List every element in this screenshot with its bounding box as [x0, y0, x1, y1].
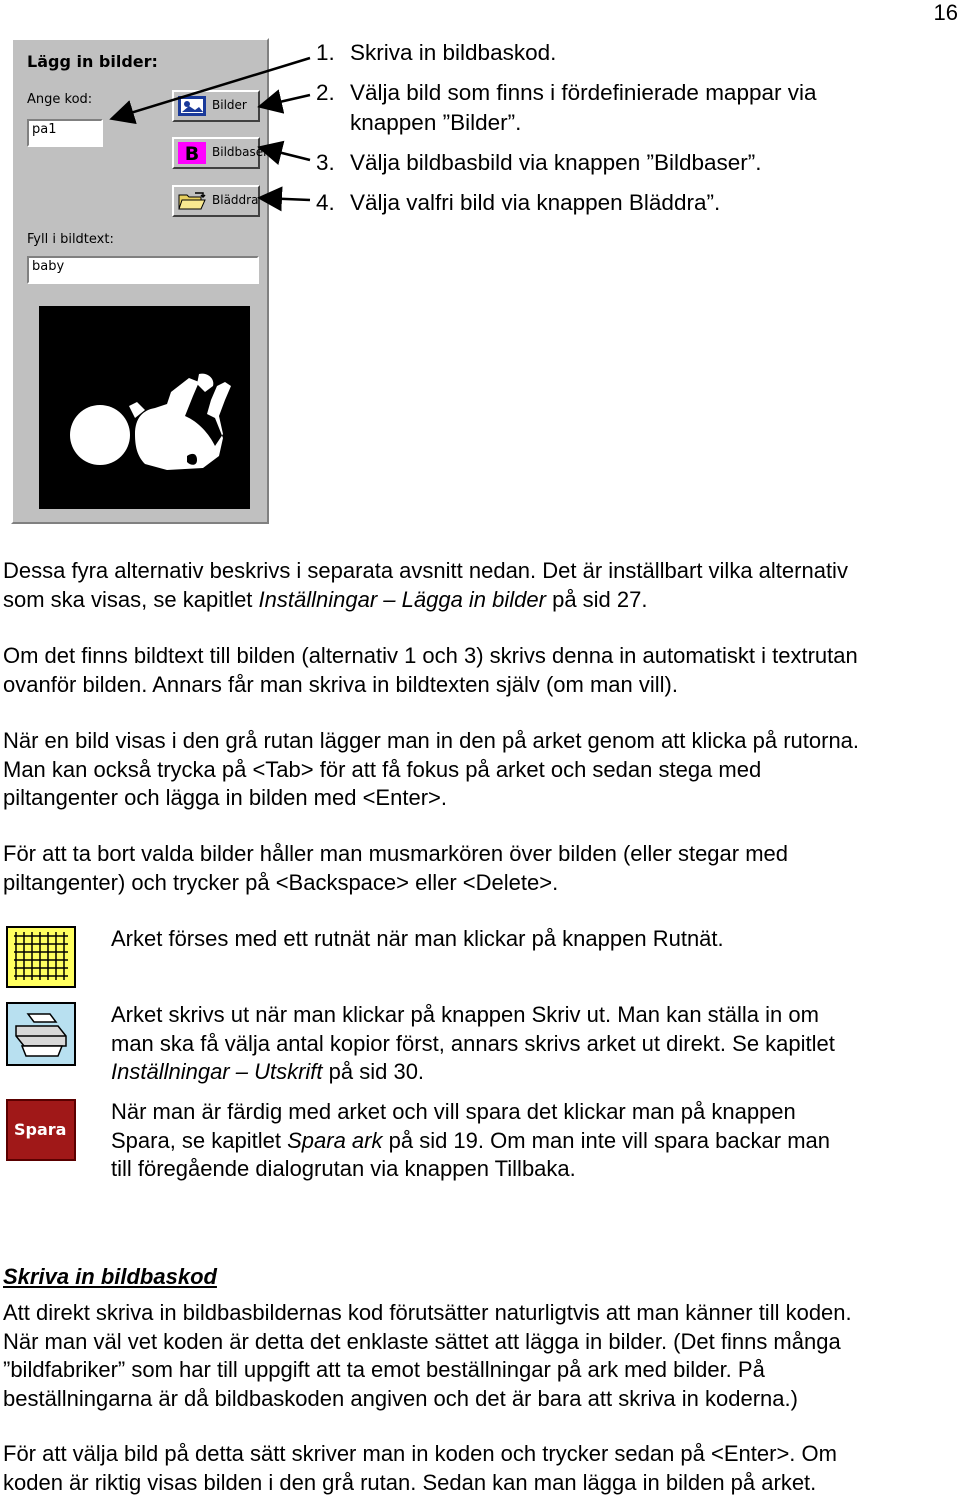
section-heading: Skriva in bildbaskod: [3, 1264, 217, 1289]
paragraph-caption: Om det finns bildtext till bilden (alternativ 1 och 3) skrivs denna in automatiskt i textrutan ovanför bilden. Annars får man skriva in bildtexten själv (om man vill).: [3, 643, 858, 697]
picture-preview[interactable]: [39, 306, 250, 509]
picture-bases-button-label: Bildbaser: [212, 145, 269, 159]
save-button[interactable]: [6, 1099, 76, 1161]
svg-text:B: B: [184, 143, 200, 164]
caption-label: Fyll i bildtext:: [27, 232, 114, 247]
printer-icon[interactable]: [6, 1002, 76, 1066]
options-list: [316, 38, 817, 218]
list-item: 4. Välja valfri bild via knappen Bläddra”.: [316, 190, 721, 215]
save-description: När man är färdig med arket och vill spara det klickar man på knappen Spara, se kapitlet Spara ark på sid 19. Om man inte vill spara backar man till föregående dialogrutan via knappen Tillbaka.: [111, 1099, 831, 1181]
pictures-button-label: Bilder: [212, 98, 247, 112]
save-button-label: Spara: [14, 1120, 67, 1139]
list-item: 2. Välja bild som finns i fördefinierade mappar via knappen ”Bilder”.: [316, 80, 817, 135]
grid-description: Arket förses med ett rutnät när man klickar på knappen Rutnät.: [111, 926, 724, 951]
baby-silhouette-icon: [39, 306, 250, 509]
code-label: Ange kod:: [27, 92, 93, 107]
paragraph-alternatives: Dessa fyra alternativ beskrivs i separata avsnitt nedan. Det är inställbart vilka alternativ som ska visas, se kapitlet Inställningar – Lägga in bilder på sid 27.: [3, 558, 848, 612]
paragraph-placing: När en bild visas i den grå rutan lägger man in den på arket genom att klicka på rutorna. Man kan också trycka på <Tab> för att få fokus på arket och sedan stega med piltangenter och lägga in bilden med <Enter>.: [3, 728, 860, 810]
section-paragraph-2: För att välja bild på detta sätt skriver man in koden och trycker sedan på <Enter>. Om koden är riktig visas bilden i den grå rutan. Sedan kan man lägga in bilden på arket.: [3, 1441, 837, 1495]
code-input[interactable]: pa1: [27, 119, 103, 147]
print-description: Arket skrivs ut när man klickar på knappen Skriv ut. Man kan ställa in om man ska få välja antal kopior först, annars skrivs arket ut direkt. Se kapitlet Inställningar – Utskrift på sid 30.: [111, 1002, 835, 1084]
paragraph-removing: För att ta bort valda bilder håller man musmarkören över bilden (eller stegar med piltangenter) och trycker på <Backspace> eller <Delete>.: [3, 841, 789, 895]
caption-input[interactable]: baby: [27, 256, 259, 284]
browse-button-label: Bläddra: [212, 193, 259, 207]
list-item: 1. Skriva in bildbaskod.: [316, 40, 557, 65]
page-number: 16: [933, 0, 958, 25]
list-item: 3. Välja bildbasbild via knappen ”Bildbaser”.: [316, 150, 762, 175]
section-paragraph-1: Att direkt skriva in bildbasbildernas kod förutsätter naturligtvis att man känner till koden. När man väl vet koden är detta det enklaste sättet att lägga in bilder. (Det finns många ”bildfabriker” som har till uppgift att ta emot beställningar på ark med bilder. På beställningarna är då bildbaskoden angiven och det är bara att skriva in koderna.): [3, 1300, 852, 1411]
panel-title: Lägg in bilder:: [27, 52, 158, 71]
grid-icon[interactable]: [6, 926, 76, 988]
